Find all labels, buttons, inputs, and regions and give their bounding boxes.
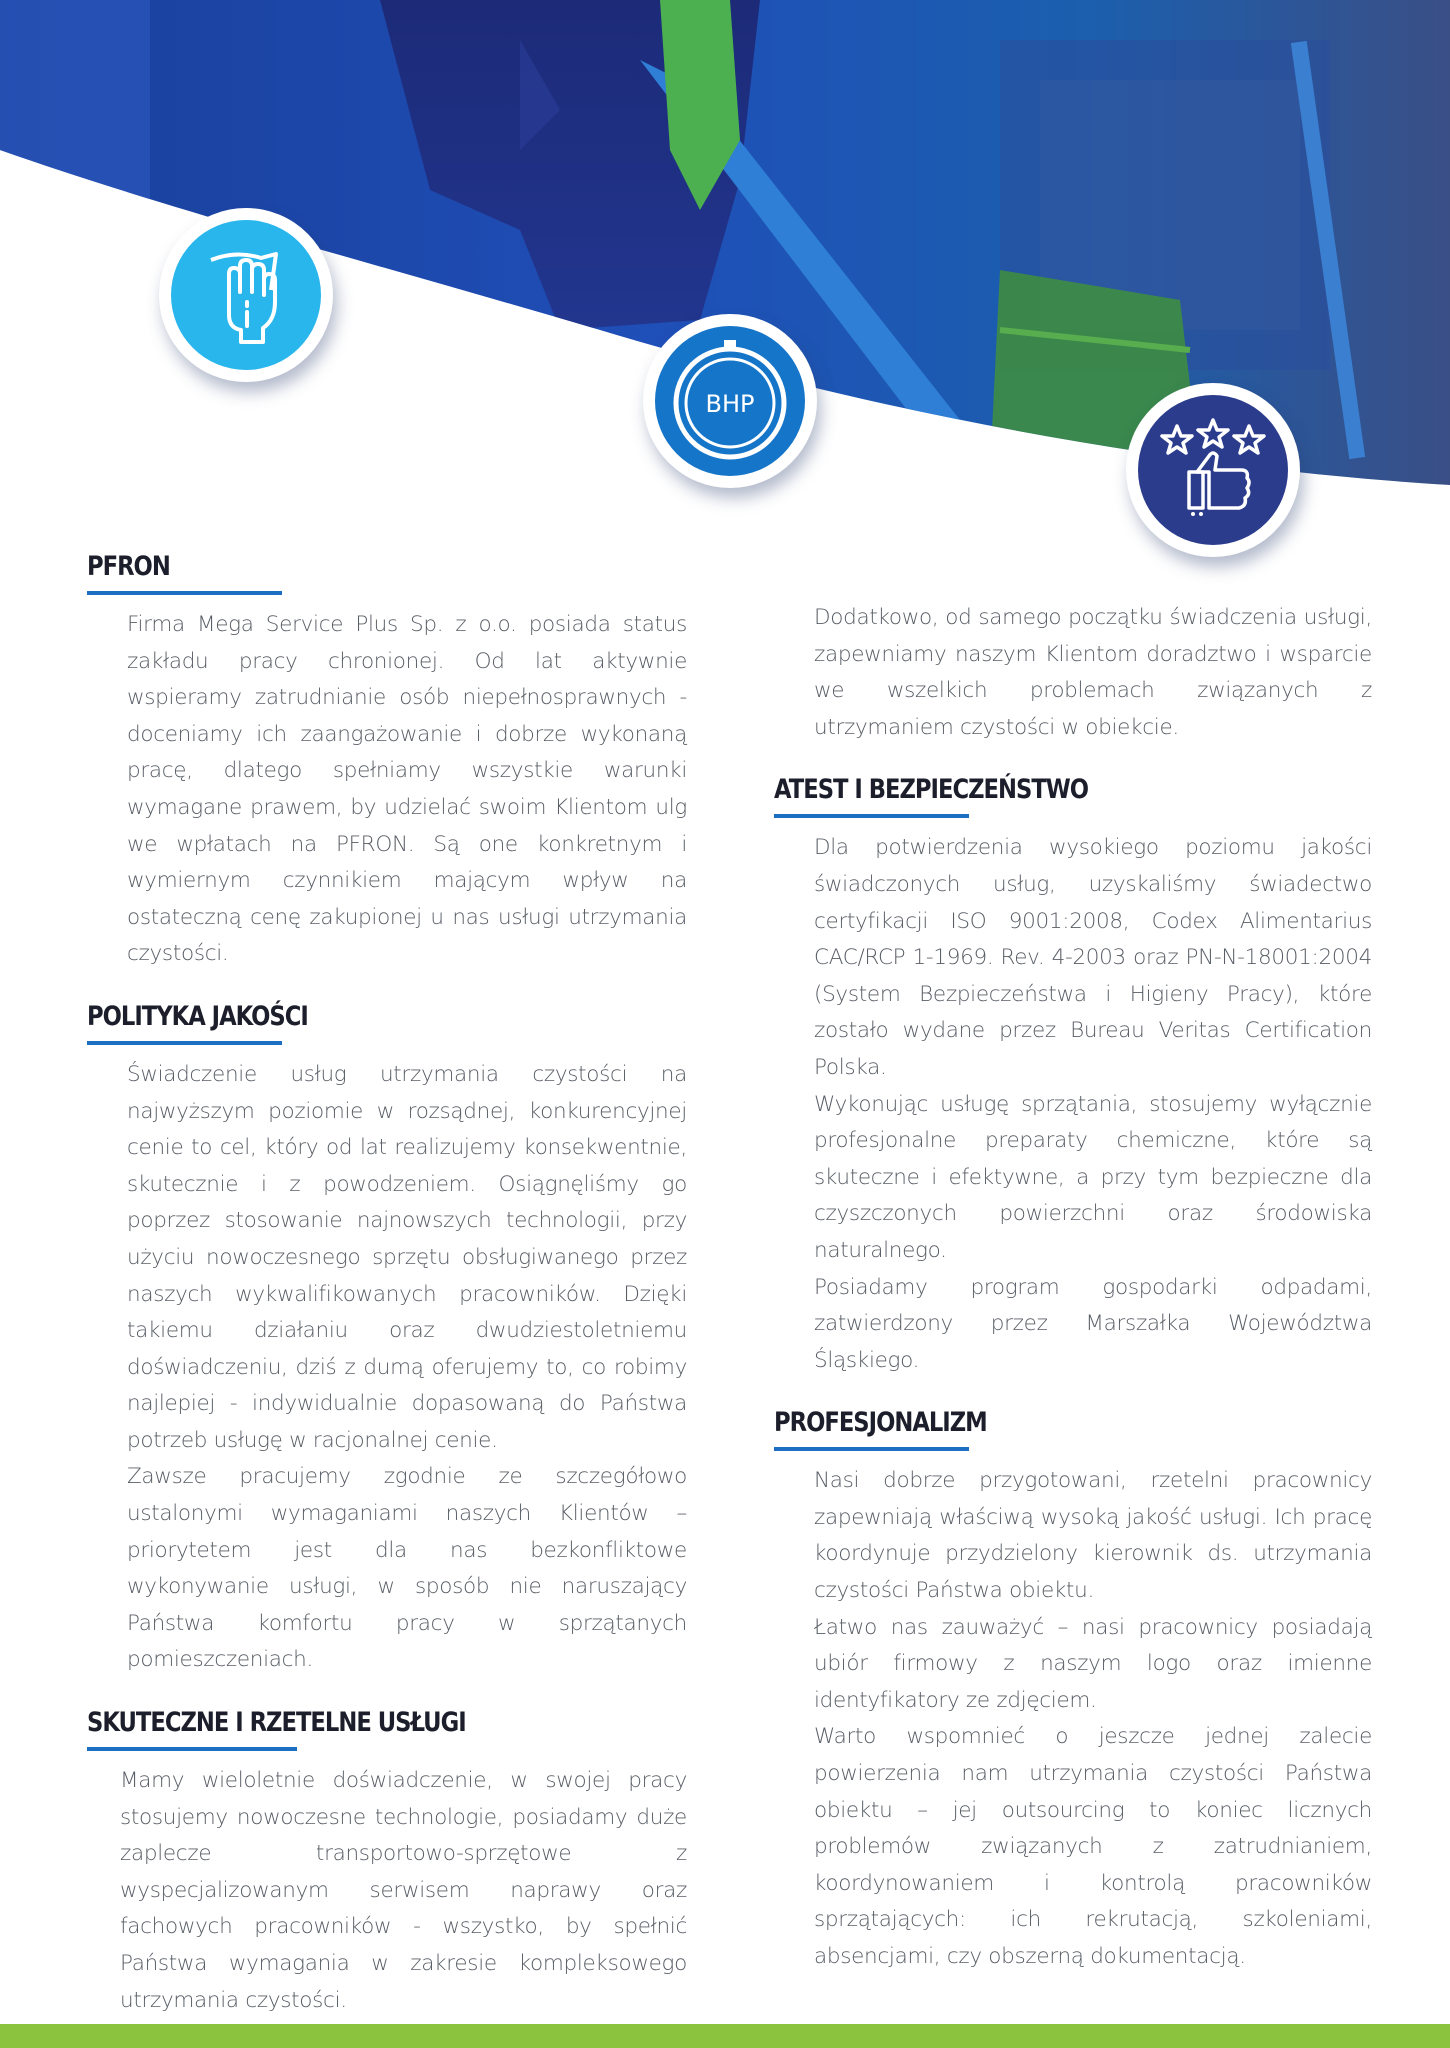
section-atest xyxy=(774,768,1372,1379)
section-dodatkowo xyxy=(774,600,1372,746)
section-polityka xyxy=(87,995,687,1679)
thumbs-up-stars-icon xyxy=(1153,410,1273,530)
paragraph: Nasi dobrze przygotowani, rzetelni pracownicy zapewniają właściwą wysoką jakość usługi. Ich pracę koordynuje przydzielony kierownik ds. utrzymania czystości Państwa obiektu. xyxy=(814,1468,1372,1604)
section-title-pfron: PFRON xyxy=(87,551,170,582)
paragraph: Łatwo nas zauważyć – nasi pracownicy posiadają ubiór firmowy z naszym logo oraz imienne identyfikatory ze zdjęciem. xyxy=(814,1614,1372,1713)
section-underline xyxy=(774,814,969,818)
section-underline xyxy=(87,1747,297,1751)
section-underline xyxy=(774,1447,969,1451)
paragraph: Mamy wieloletnie doświadczenie, w swojej pracy stosujemy nowoczesne technologie, posiadamy duże zaplecze transportowo-sprzętowe z wyspecjalizowanym serwisem naprawy oraz fachowych pracowników - wszystko, by spełnić Państwa wymagania w zakresie kompleksowego utrzymania czystości. xyxy=(120,1768,687,2013)
section-skuteczne xyxy=(87,1701,687,2019)
section-body-pfron xyxy=(87,607,687,973)
right-column xyxy=(774,600,1372,1998)
section-profesjonalizm xyxy=(774,1401,1372,1975)
section-title-profesjonalizm: PROFESJONALIZM xyxy=(774,1407,987,1439)
left-column xyxy=(87,545,687,2041)
section-body-skuteczne xyxy=(87,1763,687,2019)
section-title-polityka: POLITYKA JAKOŚCI xyxy=(87,1000,308,1032)
section-pfron xyxy=(87,545,687,973)
rating-badge xyxy=(1126,383,1300,557)
footer-bar xyxy=(0,2024,1450,2048)
gloves-badge xyxy=(159,208,333,382)
section-body-polityka xyxy=(87,1057,687,1679)
paragraph: Wykonując usługę sprzątania, stosujemy wyłącznie profesjonalne preparaty chemiczne, które są skuteczne i efektywne, a przy tym bezpieczne dla czyszczonych powierzchni oraz środowiska naturalnego. xyxy=(814,1091,1372,1263)
bhp-badge xyxy=(643,314,817,488)
section-title-skuteczne: SKUTECZNE I RZETELNE USŁUGI xyxy=(87,1707,466,1739)
section-underline xyxy=(87,591,282,595)
paragraph: Dla potwierdzenia wysokiego poziomu jakości świadczonych usług, uzyskaliśmy świadectwo certyfikacji ISO 9001:2008, Codex Alimentarius CAC/RCP 1-1969. Rev. 4-2003 oraz PN-N-18001:2004 (System Bezpieczeństwa i Higieny Pracy), które zostało wydane przez Bureau Veritas Certification Polska. xyxy=(814,835,1372,1080)
paragraph: Warto wspomnieć o jeszcze jednej zalecie powierzenia nam utrzymania czystości Państwa obiektu – jej outsourcing to koniec licznych problemów związanych z zatrudnianiem, koordynowaniem i kontrolą pracowników sprzątających: ich rekrutacją, szkoleniami, absencjami, czy obszerną dokumentacją. xyxy=(814,1724,1372,1969)
section-title-atest: ATEST I BEZPIECZEŃSTWO xyxy=(774,774,1089,806)
paragraph: Świadczenie usług utrzymania czystości na najwyższym poziomie w rozsądnej, konkurencyjnej cenie to cel, który od lat realizujemy konsekwentnie, skutecznie i z powodzeniem. Osiągnęliśmy go poprzez stosowanie najnowszych technologii, przy użyciu nowoczesnego sprzętu obsługiwanego przez naszych wykwalifikowanych pracowników. Dzięki takiemu działaniu oraz dwudziestoletniemu doświadczeniu, dziś z dumą oferujemy to, co robimy najlepiej - indywidualnie dopasowaną do Państwa potrzeb usługę w racjonalnej cenie. xyxy=(127,1061,687,1453)
paragraph: Posiadamy program gospodarki odpadami, zatwierdzony przez Marszałka Województwa Śląskiego. xyxy=(814,1274,1372,1373)
paragraph: Zawsze pracujemy zgodnie ze szczegółowo ustalonymi wymaganiami naszych Klientów – priorytetem jest dla nas bezkonfliktowe wykonywanie usługi, w sposób nie naruszający Państwa komfortu pracy w sprzątanych pomieszczeniach. xyxy=(127,1464,687,1673)
section-body-profesjonalizm xyxy=(774,1463,1372,1975)
section-body-dodatkowo xyxy=(774,600,1372,746)
paragraph: Dodatkowo, od samego początku świadczenia usługi, zapewniamy naszym Klientom doradztwo i wsparcie we wszelkich problemach związanych z utrzymaniem czystości w obiekcie. xyxy=(814,605,1372,740)
section-body-atest xyxy=(774,830,1372,1379)
cleaning-gloves-icon xyxy=(191,240,301,350)
section-underline xyxy=(87,1041,282,1045)
bhp-label: BHP xyxy=(705,390,755,418)
paragraph: Firma Mega Service Plus Sp. z o.o. posiada status zakładu pracy chronionej. Od lat aktywnie wspieramy zatrudnianie osób niepełnosprawnych - doceniamy ich zaangażowanie i dobrze wykonaną pracę, dlatego spełniamy wszystkie warunki wymagane prawem, by udzielać swoim Klientom ulg we wpłatach na PFRON. Są one konkretnym i wymiernym czynnikiem mającym wpływ na ostateczną cenę zakupionej u nas usługi utrzymania czystości. xyxy=(127,612,687,967)
